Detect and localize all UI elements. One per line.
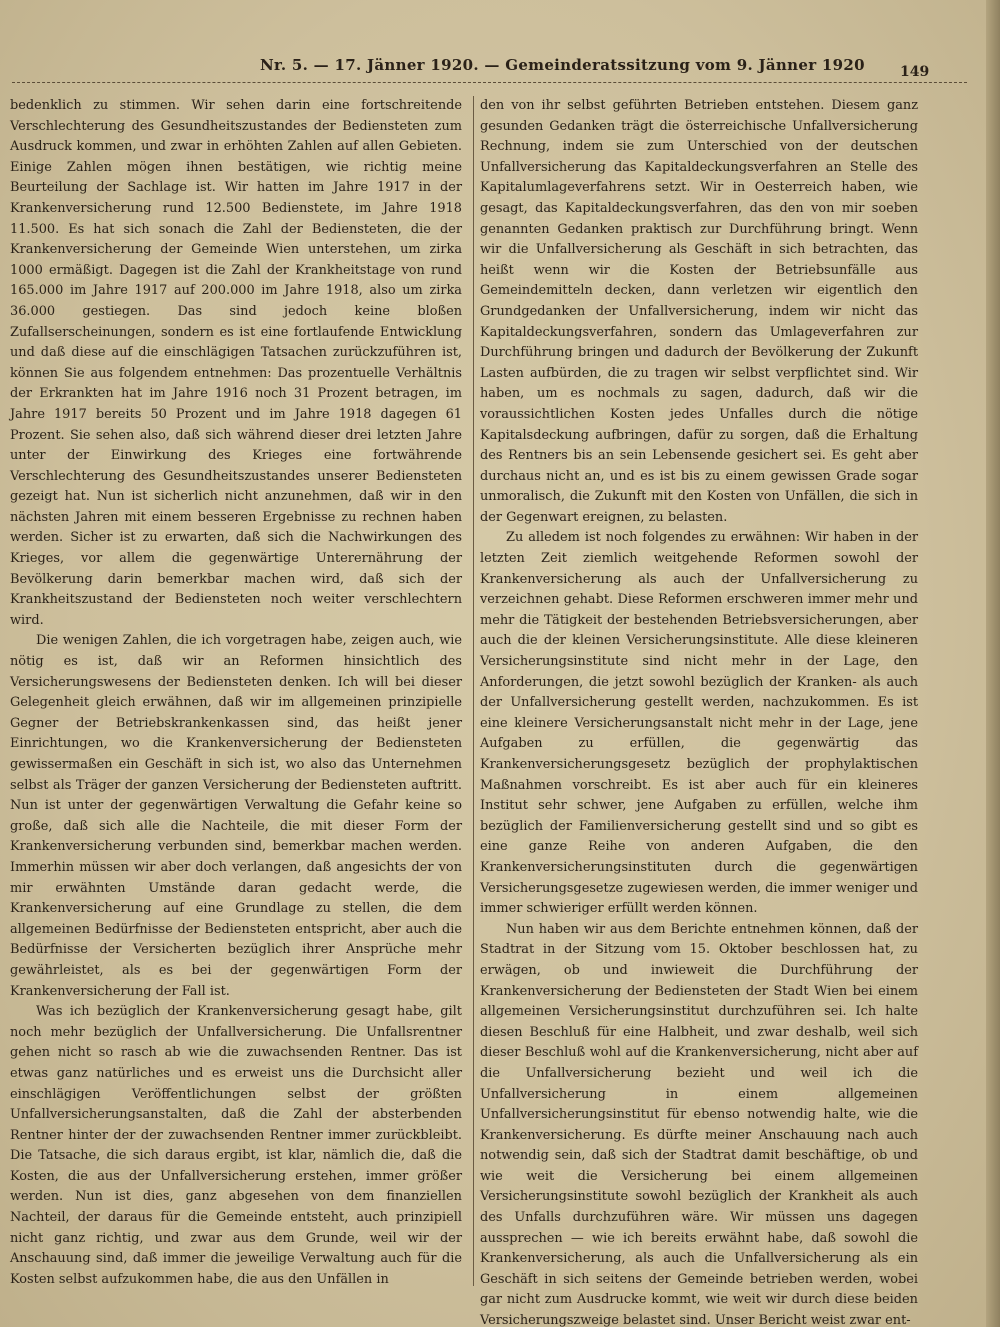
header-divider <box>12 82 967 83</box>
page-header <box>260 56 865 74</box>
page-number: 149 <box>900 64 930 80</box>
left-paragraph-2: Die wenigen Zahlen, die ich vorgetragen habe, zeigen auch, wie nötig es ist, daß wir an Reformen hinsichtlich des Versicherungswesens der Bediensteten denken. Ich will bei dieser Gelegenheit gleich erwähnen, daß wir im allgemeinen prinzipielle Gegner der Betriebskrankenkassen sind, das heißt jener Einrichtungen, wo die Krankenversicherung der Bediensteten gewissermaßen ein Geschäft in sich ist, wo also das Unternehmen selbst als Träger der ganzen Versicherung der Bediensteten auftritt. Nun ist unter der gegenwärtigen Verwaltung die Gefahr keine so große, daß sich alle die Nachteile, die mit dieser Form der Krankenversicherung verbunden sind, bemerkbar machen werden. Immerhin müssen wir aber doch verlangen, daß angesichts der von mir erwähnten Umstände daran gedacht werde, die Krankenversicherung auf eine Grundlage zu stellen, die dem allgemeinen Bedürfnisse der Bediensteten entspricht, aber auch die Bedürfnisse der Versicherten bezüglich ihrer Ansprüche mehr gewährleistet, als es bei der gegenwärtigen Form der Krankenversicherung der Fall ist. <box>10 633 462 999</box>
right-paragraph-3: Nun haben wir aus dem Berichte entnehmen können, daß der Stadtrat in der Sitzung vom 15. Oktober beschlossen hat, zu erwägen, ob und inwieweit die Durchführung der Krankenversicherung der Bediensteten der Stadt Wien bei einem allgemeinen Versicherungsinstitut durchzuführen sei. Ich halte diesen Beschluß für eine Halbheit, und zwar deshalb, weil sich dieser Beschluß wohl auf die Krankenversicherung, nicht aber auf die Unfallversicherung bezieht und weil ich die Unfallversicherung in einem allgemeinen Unfallversicherungsinstitut für ebenso notwendig halte, wie die Krankenversicherung. Es dürfte meiner Anschauung nach auch notwendig sein, daß sich der Stadtrat damit beschäftige, ob und wie weit die Versicherung bei einem allgemeinen Versicherungsinstitute sowohl bezüglich der Krankheit als auch des Unfalls durchzuführen wäre. Wir müssen uns dagegen aussprechen — wie ich bereits erwähnt habe, daß sowohl die Krankenversicherung, als auch die Unfallversicherung als ein Geschäft in sich seitens der Gemeinde betrieben werden, wobei gar nicht zum Ausdrucke kommt, wie weit wir durch diese beiden Versicherungszweige belastet sind. Unser Bericht weist zwar ent- <box>480 921 918 1327</box>
right-paragraph-2: Zu alledem ist noch folgendes zu erwähnen: Wir haben in der letzten Zeit ziemlich weitgehende Reformen sowohl der Krankenversicherung als auch der Unfallversicherung zu verzeichnen gehabt. Diese Reformen erschweren immer mehr und mehr die Tätigkeit der bestehenden Betriebsversicherungen, aber auch die der kleinen Versicherungsinstitute. Alle diese kleineren Versicherungsinstitute sind nicht mehr in der Lage, den Anforderungen, die jetzt sowohl bezüglich der Kranken- als auch der Unfallversicherung gestellt werden, nachzukommen. Es ist eine kleinere Versicherungsanstalt nicht mehr in der Lage, jene Aufgaben zu erfüllen, die gegenwärtig das Krankenversicherungsgesetz bezüglich der prophylaktischen Maßnahmen vorschreibt. Es ist aber auch für ein kleineres Institut sehr schwer, jene Aufgaben zu erfüllen, welche ihm bezüglich der Familienversicherung gestellt sind und so gibt es eine ganze Reihe von anderen Aufgaben, die den Krankenversicherungsinstituten durch die gegenwärtigen Versicherungsgesetze zugewiesen werden, die immer weniger und immer schwieriger erfüllt werden können. <box>480 530 918 917</box>
left-paragraph-3: Was ich bezüglich der Krankenversicherung gesagt habe, gilt noch mehr bezüglich der Unfallversicherung. Die Unfallsrentner gehen nicht so rasch ab wie die zuwachsenden Rentner. Das ist etwas ganz natürliches und es erweist uns die Durchsicht aller einschlägigen Veröffentlichungen selbst der größten Unfallversicherungsanstalten, daß die Zahl der absterbenden Rentner hinter der der zuwachsenden Rentner immer zurückbleibt. Die Tatsache, die sich daraus ergibt, ist klar, nämlich die, daß die Kosten, die aus der Unfallversicherung erstehen, immer größer werden. Nun ist dies, ganz abgesehen von dem finanziellen Nachteil, der daraus für die Gemeinde entsteht, auch prinzipiell nicht ganz richtig, und zwar aus dem Grunde, weil wir der Anschauung sind, daß immer die jeweilige Verwaltung auch für die Kosten selbst aufzukommen habe, die aus den Unfällen in <box>10 1004 462 1287</box>
right-column <box>480 96 918 1327</box>
left-column <box>10 96 462 1290</box>
left-paragraph-1: bedenklich zu stimmen. Wir sehen darin eine fortschreitende Verschlechterung des Gesundheitszustandes der Bediensteten zum Ausdruck kommen, und zwar in erhöhten Zahlen auf allen Gebieten. Einige Zahlen mögen ihnen bestätigen, wie richtig meine Beurteilung der Sachlage ist. Wir hatten im Jahre 1917 in der Krankenversicherung rund 12.500 Bedienstete, im Jahre 1918 11.500. Es hat sich sonach die Zahl der Bediensteten, die der Krankenversicherung der Gemeinde Wien unterstehen, um zirka 1000 ermäßigt. Dagegen ist die Zahl der Krankheitstage von rund 165.000 im Jahre 1917 auf 200.000 im Jahre 1918, also um zirka 36.000 gestiegen. Das sind jedoch keine bloßen Zufallserscheinungen, sondern es ist eine fortlaufende Entwicklung und daß diese auf die einschlägigen Tatsachen zurückzuführen ist, können Sie aus folgendem entnehmen: Das prozentuelle Verhältnis der Erkrankten hat im Jahre 1916 noch 31 Prozent betragen, im Jahre 1917 bereits 50 Prozent und im Jahre 1918 dagegen 61 Prozent. Sie sehen also, daß sich während dieser drei letzten Jahre unter der Einwirkung des Krieges eine fortwährende Verschlechterung des Gesundheitszustandes unserer Bediensteten gezeigt hat. Nun ist sicherlich nicht anzunehmen, daß wir in den nächsten Jahren mit einem besseren Ergebnisse zu rechnen haben werden. Sicher ist zu erwarten, daß sich die Nachwirkungen des Krieges, vor allem die gegenwärtige Unterernährung der Bevölkerung darin bemerkbar machen wird, daß sich der Krankheitszustand der Bediensteten noch weiter verschlechtern wird. <box>10 98 462 628</box>
column-divider <box>473 96 474 1286</box>
right-paragraph-1: den von ihr selbst geführten Betrieben entstehen. Diesem ganz gesunden Gedanken trägt die österreichische Unfallversicherung Rechnung, indem sie zum Unterschied von der deutschen Unfallversicherung das Kapitaldeckungsverfahren an Stelle des Kapitalumlageverfahrens setzt. Wir in Oesterreich haben, wie gesagt, das Kapitaldeckungsverfahren, das den von mir soeben genannten Gedanken praktisch zur Durchführung bringt. Wenn wir die Unfallversicherung als Geschäft in sich betrachten, das heißt wenn wir die Kosten der Betriebsunfälle aus Gemeindemitteln decken, dann verletzen wir eigentlich den Grundgedanken der Unfallversicherung, indem wir nicht das Kapitaldeckungsverfahren, sondern das Umlageverfahren zur Durchführung bringen und dadurch der Bevölkerung der Zukunft Lasten aufbürden, die zu tragen wir selbst verpflichtet sind. Wir haben, um es nochmals zu sagen, dadurch, daß wir die voraussichtlichen Kosten jedes Unfalles durch die nötige Kapitalsdeckung aufbringen, dafür zu sorgen, daß die Erhaltung des Rentners bis an sein Lebensende gesichert sei. Es geht aber durchaus nicht an, und es ist bis zu einem gewissen Grade sogar unmoralisch, die Zukunft mit den Kosten von Unfällen, die sich in der Gegenwart ereignen, zu belasten. <box>480 98 918 525</box>
page-edge-shadow <box>986 0 1000 1327</box>
header-issue-line: Nr. 5. — 17. Jänner 1920. — Gemeinderatssitzung vom 9. Jänner 1920 <box>260 56 865 74</box>
